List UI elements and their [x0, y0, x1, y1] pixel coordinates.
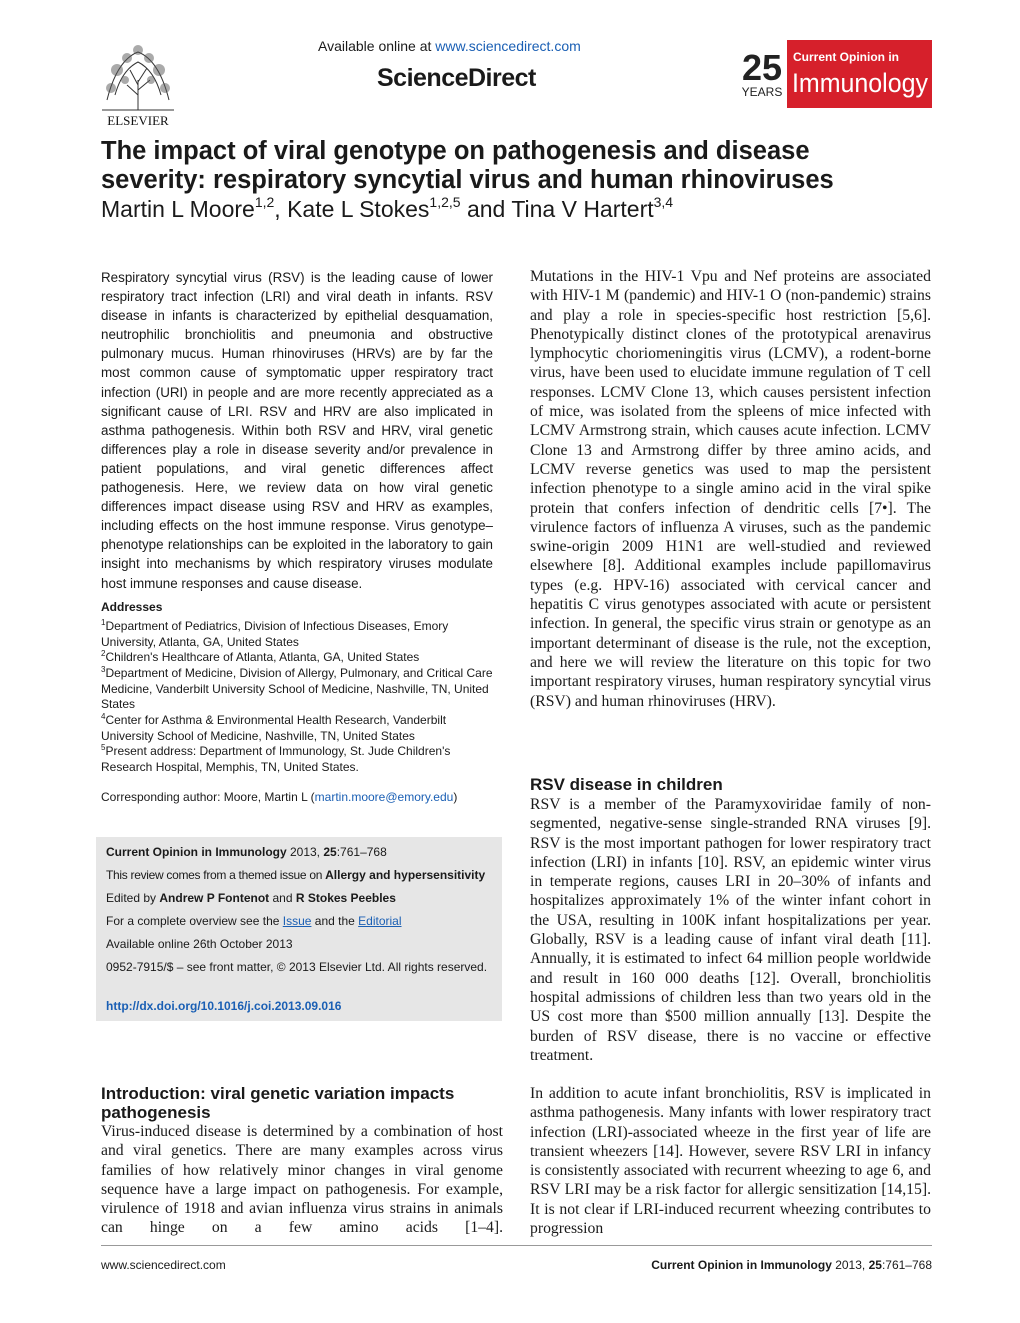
article-title: The impact of viral genotype on pathogenesis and disease severity: respiratory syncytial virus and human rhinoviruses	[101, 137, 834, 194]
address-text: Children's Healthcare of Atlanta, Atlanta, GA, United States	[105, 650, 420, 664]
overview-and: and the	[311, 914, 359, 928]
infobox-themed-issue	[106, 868, 496, 884]
journal-years-number: 25	[741, 47, 783, 88]
infobox-available-online: Available online 26th October 2013	[106, 937, 293, 951]
editor-name: Andrew P Fontenot	[159, 891, 270, 905]
author-name: Tina V Hartert	[511, 196, 654, 222]
available-prefix: Available online at	[318, 38, 436, 54]
footer-journal: Current Opinion in Immunology	[651, 1258, 832, 1272]
infobox-doi-row	[106, 999, 496, 1015]
body-paragraph-genotype-examples: Mutations in the HIV-1 Vpu and Nef proteins are associated with HIV-1 M (pandemic) and HIV-1 O (non-pandemic) strains and play a role in species-specific host restriction [5,6]. Phenotypically distinct clones of the prototypical arenavirus lymphocytic choriomeningitis virus (LCMV), a rodent-borne virus, have been used to elucidate immune regulation of T cell responses. LCMV Clone 13, which causes persistent infection of mice, was isolated from the spleens of mice infected with LCMV Armstrong strain, which causes acute infection. LCMV Clone 13 and Armstrong differ by three amino acids, and LCMV reverse genetics was used to map the persistent infection phenotype to a single amino acid in the viral spike protein that confers infection of dendritic cells [7•]. The virulence factors of influenza A viruses, such as the pandemic swine-origin 2009 H1N1 are well-studied and reviewed elsewhere [8]. Additional examples include papillomavirus types (e.g. HPV-16) associated with cervical cancer and hepatitis C virus genotypes associated with acute or persistent infection. In general, the specific virus strain or genotype as an important determinant of disease is the rule, not the exception, and here we will review the literature on this topic for two important respiratory viruses, human respiratory syncytial virus (RSV) and human rhinoviruses (HRV).	[530, 268, 931, 710]
editorial-link[interactable]: Editorial	[358, 914, 402, 928]
rsv-paragraph: RSV is a member of the Paramyxoviridae family of non-segmented, negative-sense single-stranded RNA viruses [9]. RSV is the most important pathogen for lower respiratory tract infection (LRI) in infants [10]. RSV, an epidemic winter virus in temperate regions, causes LRI in 20–30% of infants and hospitalizes approximately 1% of the winter infant cohort in the USA, resulting in 100K infant hospitalizations per year. Globally, RSV is a leading cause of infant viral death [11]. Annually, it is estimated to infect 64 million people worldwide and result in 160 000 deaths [12]. Overall, bronchiolitis hospital admissions of children less than two years old in the US cost more than $500 million annually [13]. Despite the burden of RSV disease, there is no vaccine or effective treatment.	[530, 796, 931, 1064]
author-list	[101, 196, 673, 223]
footer-volume: 25	[868, 1258, 882, 1272]
address-number: 5	[101, 743, 106, 752]
abstract: Respiratory syncytial virus (RSV) is the leading cause of lower respiratory tract infection (LRI) and viral death in infants. RSV disease in infants is characterized by epithelial desquamation, neutrophilic bronchiolitis and pneumonia and obstructive pulmonary mucus. Human rhinoviruses (HRVs) are by far the most common cause of symptomatic upper respiratory tract infection (URI) in people and are more recently appreciated as a significant cause of LRI. RSV and HRV are also implicated in asthma pathogenesis. Within both RSV and HRV, viral genetic differences play a role in disease severity and/or prevalence in patient populations, and viral genetic differences affect pathogenesis. Here, we review data on how viral genetic differences impact disease using RSV and HRV as examples, including effects on the host immune response. Virus genotype–phenotype relationships can be exploited in the laboratory to gain insight into mechanisms by which respiratory viruses modulate host immune responses and cause disease.	[101, 270, 493, 591]
intro-paragraph: Virus-induced disease is determined by a combination of host and viral genetics. There are many examples across virus families of how relatively minor changes in viral genome sequence have a large impact on pathogenesis. For example, virulence of 1918 and avian influenza virus strains in animals can hinge on a few amino acids [1–4].	[101, 1123, 503, 1237]
infobox-journal: Current Opinion in Immunology	[106, 845, 287, 859]
footer-citation	[600, 1258, 932, 1272]
available-online-line	[318, 38, 581, 54]
issue-link[interactable]: Issue	[282, 914, 312, 928]
author-affiliation-sup: 3,4	[653, 194, 674, 210]
corresponding-suffix: )	[453, 790, 458, 804]
infobox-overview	[106, 914, 496, 930]
address-text: Department of Pediatrics, Division of Infectious Diseases, Emory University, Atlanta, GA, United States	[101, 619, 449, 649]
elsevier-logo	[97, 40, 179, 128]
address-item	[101, 709, 493, 744]
themed-issue-name: Allergy and hypersensitivity	[325, 868, 486, 882]
intro-heading: Introduction: viral genetic variation impacts pathogenesis	[101, 1084, 455, 1122]
themed-prefix: This review comes from a themed issue on	[106, 868, 326, 882]
journal-name-label: Immunology	[792, 68, 929, 98]
edited-prefix: Edited by	[106, 891, 160, 905]
address-number: 2	[101, 649, 106, 658]
author-name: Martin L Moore	[101, 196, 255, 222]
corresponding-email-link[interactable]: martin.moore@emory.edu	[314, 790, 454, 804]
journal-years-label: YEARS	[741, 85, 783, 99]
address-number: 4	[101, 712, 106, 721]
infobox-citation	[106, 845, 496, 861]
address-text: Center for Asthma & Environmental Health Research, Vanderbilt University School of Medicine, Nashville, TN, United States	[101, 713, 447, 743]
sciencedirect-wordmark: ScienceDirect	[377, 64, 536, 92]
infobox-copyright: 0952-7915/$ – see front matter, © 2013 Elsevier Ltd. All rights reserved.	[106, 960, 488, 974]
addresses-heading: Addresses	[101, 600, 163, 614]
infobox-editors	[106, 891, 496, 907]
footer-divider	[101, 1245, 932, 1246]
infobox-pages: :761–768	[336, 845, 387, 859]
author-affiliation-sup: 1,2,5	[429, 194, 461, 210]
address-item	[101, 662, 493, 713]
author-affiliation-sup: 1,2	[254, 194, 275, 210]
journal-series-label: Current Opinion in	[793, 50, 899, 64]
overview-prefix: For a complete overview see the	[106, 914, 283, 928]
edited-and: and	[269, 891, 296, 905]
journal-logo	[737, 40, 932, 108]
address-number: 3	[101, 665, 106, 674]
corresponding-author	[101, 790, 457, 804]
footer-website: www.sciencedirect.com	[101, 1258, 226, 1272]
author-separator: ,	[274, 196, 288, 222]
asthma-paragraph: In addition to acute infant bronchiolitis, RSV is implicated in asthma pathogenesis. Many infants with lower respiratory tract infection (LRI)-associated wheeze in the first year of life are transient wheezers [14]. However, severe RSV LRI in infancy is consistently associated with recurrent wheezing to age 6, and RSV LRI may be a risk factor for allergic sensitization [14,15]. It is not clear if LRI-induced recurrent wheezing contributes to progression	[530, 1085, 931, 1238]
doi-link[interactable]: http://dx.doi.org/10.1016/j.coi.2013.09.016	[106, 999, 342, 1013]
editor-name: R Stokes Peebles	[295, 891, 396, 905]
rsv-heading: RSV disease in children	[530, 775, 723, 794]
elsevier-wordmark: ELSEVIER	[107, 113, 169, 128]
infobox-year: 2013,	[286, 845, 324, 859]
footer-year: 2013,	[831, 1258, 869, 1272]
address-item	[101, 615, 493, 650]
address-text: Present address: Department of Immunology, St. Jude Children's Research Hospital, Memphis, TN, United States.	[101, 744, 451, 774]
corresponding-prefix: Corresponding author: Moore, Martin L (	[101, 790, 315, 804]
footer-pages: :761–768	[881, 1258, 932, 1272]
sciencedirect-url-link[interactable]: www.sciencedirect.com	[435, 38, 581, 54]
address-item	[101, 740, 493, 775]
author-separator: and	[460, 196, 512, 222]
author-name: Kate L Stokes	[287, 196, 430, 222]
address-number: 1	[101, 618, 106, 627]
infobox-volume: 25	[323, 845, 337, 859]
address-text: Department of Medicine, Division of Allergy, Pulmonary, and Critical Care Medicine, Vanderbilt University School of Medicine, Nashville, TN, United States	[101, 666, 493, 711]
